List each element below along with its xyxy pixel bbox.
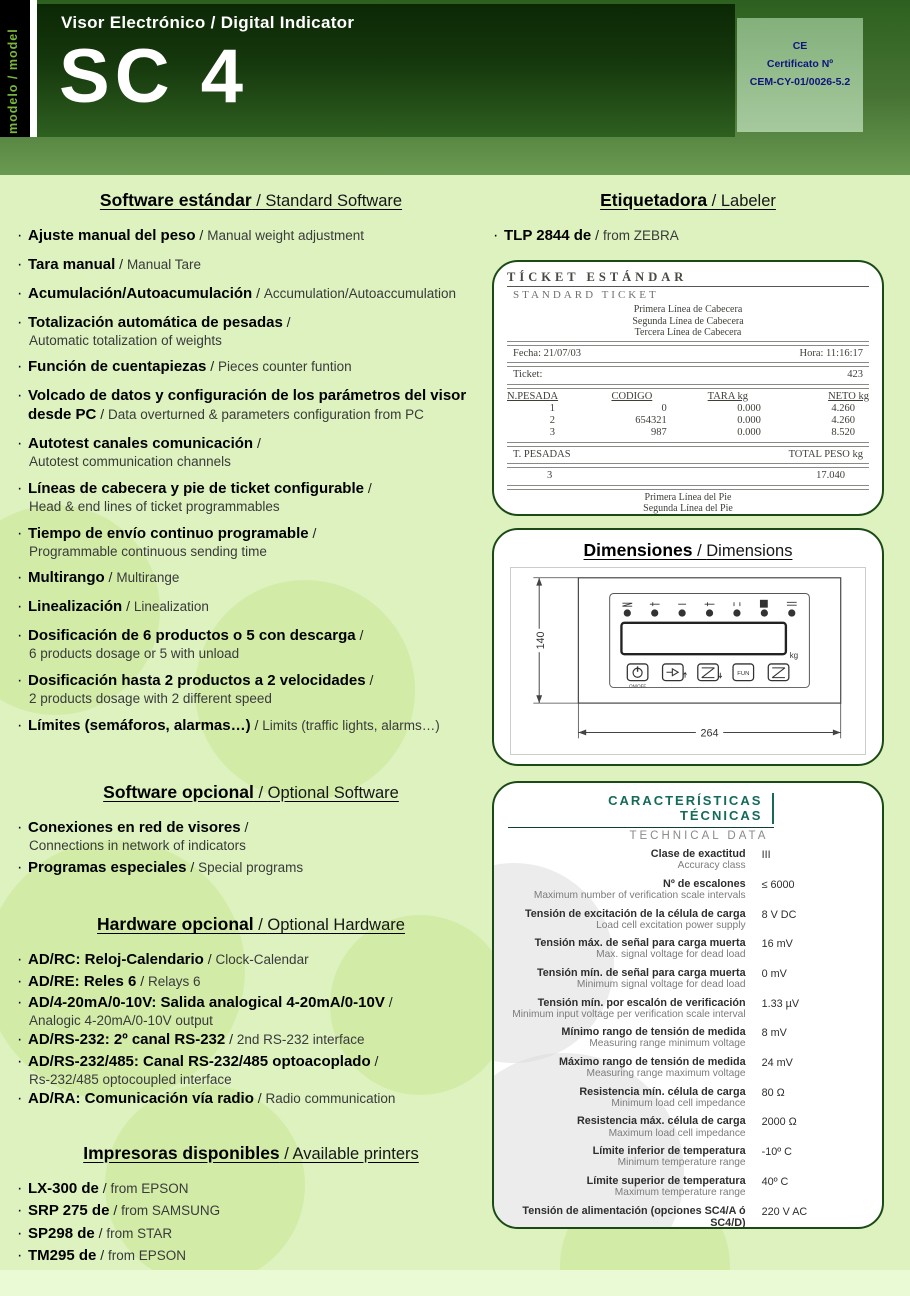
feature-item: · Tiempo de envío continuo programable / Programmable continuous sending time bbox=[16, 525, 486, 560]
tech-row: Tensión máx. de señal para carga muerta Max. signal voltage for dead load 16 mV bbox=[534, 937, 793, 961]
ticket-title-en: STANDARD TICKET bbox=[513, 288, 659, 301]
ticket-totals-header bbox=[507, 449, 869, 462]
section-heading: Impresoras disponibles / Available printers bbox=[83, 1142, 419, 1163]
ticket-foot-lines bbox=[507, 492, 869, 515]
feature-item: · Tara manual / Manual Tare bbox=[16, 256, 486, 275]
section-heading: Software opcional / Optional Software bbox=[103, 781, 399, 802]
printer-item: · LX-300 de / from EPSON bbox=[16, 1180, 486, 1199]
hardware-item: · AD/RS-232/485: Canal RS-232/485 optoacoplado / Rs-232/485 optocoupled interface bbox=[16, 1053, 486, 1088]
tech-row: Mínimo rango de tensión de medida Measuring range minimum voltage 8 mV bbox=[561, 1026, 787, 1050]
feature-item: · Multirango / Multirange bbox=[16, 569, 486, 588]
product-title-es: Visor Electrónico bbox=[61, 13, 206, 32]
ticket-head-line: Segunda Línea de Cabecera bbox=[632, 315, 744, 327]
feature-item: · Función de cuentapiezas / Pieces counter funtion bbox=[16, 358, 486, 377]
tech-row: Tensión de alimentación (opciones SC4/A ó SC4/D) 220 V AC bbox=[522, 1204, 808, 1229]
led-icon bbox=[760, 600, 767, 607]
tech-row: Tensión de excitación de la célula de carga Load cell excitation power supply 8 V DC bbox=[524, 907, 797, 931]
ticket-date: Fecha: 21/07/03 bbox=[513, 347, 581, 359]
ticket-title-es: TÍCKET ESTÁNDAR bbox=[507, 270, 869, 287]
section-heading: Hardware opcional / Optional Hardware bbox=[97, 914, 405, 935]
feature-item: · Programas especiales / Special programs bbox=[16, 859, 486, 878]
section-optional-hardware bbox=[16, 914, 486, 1109]
product-title-en: Digital Indicator bbox=[220, 13, 355, 32]
section-heading-dimensions: Dimensiones / Dimensions bbox=[583, 539, 793, 560]
ticket-scan bbox=[507, 270, 869, 516]
tech-row: Tensión mín. por escalón de verificación Minimum input voltage per verification scale interval 1.33 µV bbox=[512, 996, 800, 1020]
feature-item: · Autotest canales comunicación / Autotest communication channels bbox=[16, 435, 486, 470]
height-dimension-label: 140 bbox=[535, 631, 548, 650]
width-dimension-label: 264 bbox=[700, 727, 719, 740]
onoff-label: ON/OFF bbox=[629, 683, 647, 689]
title-separator: / bbox=[205, 13, 221, 32]
labeler-item: · TLP 2844 de / from ZEBRA bbox=[492, 227, 884, 246]
ticket-time: Hora: 11:16:17 bbox=[799, 347, 863, 359]
feature-item: · Líneas de cabecera y pie de ticket configurable / Head & end lines of ticket programmables bbox=[16, 480, 486, 515]
dimensions-panel bbox=[492, 528, 884, 766]
certificate-number: CEM-CY-01/0026-5.2 bbox=[749, 75, 851, 88]
tech-title: CARACTERÍSTICAS TÉCNICAS bbox=[608, 793, 774, 824]
ticket-separator bbox=[507, 442, 869, 447]
total-pesadas-label: T. PESADAS bbox=[513, 448, 571, 460]
ticket-number-row bbox=[507, 369, 869, 382]
tech-divider bbox=[508, 827, 774, 828]
feature-item: · Acumulación/Autoacumulación / Accumulation/Autoaccumulation bbox=[16, 285, 486, 304]
hardware-item: · AD/RS-232: 2º canal RS-232 / 2nd RS-232 interface bbox=[16, 1031, 486, 1050]
indicator-front-drawing bbox=[511, 568, 865, 754]
ticket-header-lines bbox=[507, 304, 869, 339]
feature-item: · Totalización automática de pesadas / Automatic totalization of weights bbox=[16, 314, 486, 349]
page-header bbox=[0, 0, 910, 175]
ticket-separator bbox=[507, 384, 869, 389]
ticket-head-line: Primera Línea de Cabecera bbox=[633, 304, 743, 316]
total-peso-label: TOTAL PESO kg bbox=[788, 448, 863, 460]
ticket-row: 2 654321 0.000 4.260 bbox=[549, 415, 855, 427]
tech-row: Resistencia mín. célula de carga Minimum load cell impedance 80 Ω bbox=[579, 1085, 785, 1109]
feature-item: · Conexiones en red de visores / Connections in network of indicators bbox=[16, 819, 486, 854]
hardware-item: · AD/RC: Reloj-Calendario / Clock-Calendar bbox=[16, 951, 486, 970]
printer-item: · SRP 275 de / from SAMSUNG bbox=[16, 1202, 486, 1221]
section-optional-software bbox=[16, 782, 486, 879]
product-title bbox=[37, 4, 735, 33]
model-strip bbox=[0, 0, 30, 137]
weight-display bbox=[621, 623, 785, 654]
ticket-number-label: Ticket: bbox=[513, 369, 543, 381]
feature-item: · Ajuste manual del peso / Manual weight adjustment bbox=[16, 227, 486, 246]
header-gap bbox=[30, 0, 37, 137]
feature-item: · Linealización / Linealization bbox=[16, 598, 486, 617]
ticket-separator bbox=[507, 485, 869, 490]
tech-row: Tensión mín. de señal para carga muerta Minimum signal voltage for dead load 0 mV bbox=[536, 967, 787, 991]
ticket-totals-values bbox=[507, 470, 869, 483]
tech-header bbox=[508, 793, 774, 842]
tech-row: Límite superior de temperatura Maximum temperature range 40º C bbox=[586, 1174, 789, 1198]
hardware-item: · AD/RE: Reles 6 / Relays 6 bbox=[16, 973, 486, 992]
tech-row: Resistencia máx. célula de carga Maximum load cell impedance 2000 Ω bbox=[576, 1115, 797, 1139]
feature-item: · Volcado de datos y configuración de los parámetros del visor desde PC / Data overturned & parameters configuration from PC bbox=[16, 387, 486, 425]
total-weight: 17.040 bbox=[816, 470, 845, 482]
technical-data-panel bbox=[492, 781, 884, 1229]
dimensions-drawing bbox=[510, 567, 866, 755]
certificate-label: Certificato Nº bbox=[766, 57, 834, 70]
tech-subtitle: TECHNICAL DATA bbox=[629, 830, 769, 843]
ticket-table bbox=[507, 391, 869, 440]
section-heading: Software estándar / Standard Software bbox=[99, 190, 403, 210]
hardware-item: · AD/RA: Comunicación vía radio / Radio communication bbox=[16, 1090, 486, 1109]
ticket-number: 423 bbox=[847, 369, 863, 381]
printer-item: · TM295 de / from EPSON bbox=[16, 1247, 486, 1266]
unit-label: kg bbox=[789, 650, 799, 660]
tech-row: Máximo rango de tensión de medida Measuring range maximum voltage 24 mV bbox=[559, 1056, 793, 1080]
right-column bbox=[492, 190, 884, 1229]
ticket-separator bbox=[507, 341, 869, 346]
feature-item: · Límites (semáforos, alarmas…) / Limits (traffic lights, alarms…) bbox=[16, 717, 486, 736]
col-neto: NETO kg bbox=[828, 390, 869, 402]
ticket-foot-line: Segunda Línea del Pie bbox=[643, 503, 733, 515]
col-codigo: CODIGO bbox=[611, 390, 653, 402]
left-column bbox=[16, 190, 486, 1266]
ticket-foot-line: Primera Línea del Pie bbox=[644, 491, 732, 503]
tech-row: Límite inferior de temperatura Minimum temperature range -10º C bbox=[592, 1145, 792, 1169]
header-title-box bbox=[37, 4, 735, 137]
ticket-row: 1 0 0.000 4.260 bbox=[549, 403, 855, 415]
ticket-head-line: Tercera Línea de Cabecera bbox=[634, 327, 742, 339]
section-printers bbox=[16, 1143, 486, 1266]
tech-row: Nº de escalones Maximum number of verification scale intervals ≤ 6000 bbox=[533, 877, 795, 902]
certificate-box bbox=[737, 18, 863, 132]
certificate-ce: CE bbox=[792, 40, 808, 52]
feature-item: · Dosificación hasta 2 productos a 2 velocidades / 2 products dosage with 2 different speed bbox=[16, 672, 486, 707]
ticket-date-row bbox=[507, 348, 869, 361]
hardware-item: · AD/4-20mA/0-10V: Salida analogical 4-20mA/0-10V / Analogic 4-20mA/0-10V output bbox=[16, 994, 486, 1029]
standard-ticket-panel bbox=[492, 260, 884, 516]
ticket-separator bbox=[507, 463, 869, 468]
col-tara: TARA kg bbox=[707, 390, 748, 402]
tech-row: Clase de exactitud Accuracy class III bbox=[650, 848, 771, 872]
printer-item: · SP298 de / from STAR bbox=[16, 1225, 486, 1244]
total-count: 3 bbox=[547, 470, 553, 482]
model-strip-label: modelo / model bbox=[6, 28, 20, 134]
ticket-row: 3 987 0.000 8.520 bbox=[549, 427, 855, 439]
ticket-separator bbox=[507, 362, 869, 367]
fun-label: FUN bbox=[737, 671, 750, 678]
footer-band bbox=[0, 1270, 910, 1296]
feature-item: · Dosificación de 6 productos o 5 con descarga / 6 products dosage or 5 with unload bbox=[16, 627, 486, 662]
section-heading-labeler: Etiquetadora / Labeler bbox=[600, 190, 776, 210]
col-n-pesada: N.PESADA bbox=[507, 390, 559, 402]
section-standard-software bbox=[16, 190, 486, 736]
ticket-table-header bbox=[507, 391, 869, 404]
model-name: SC 4 bbox=[59, 34, 248, 119]
